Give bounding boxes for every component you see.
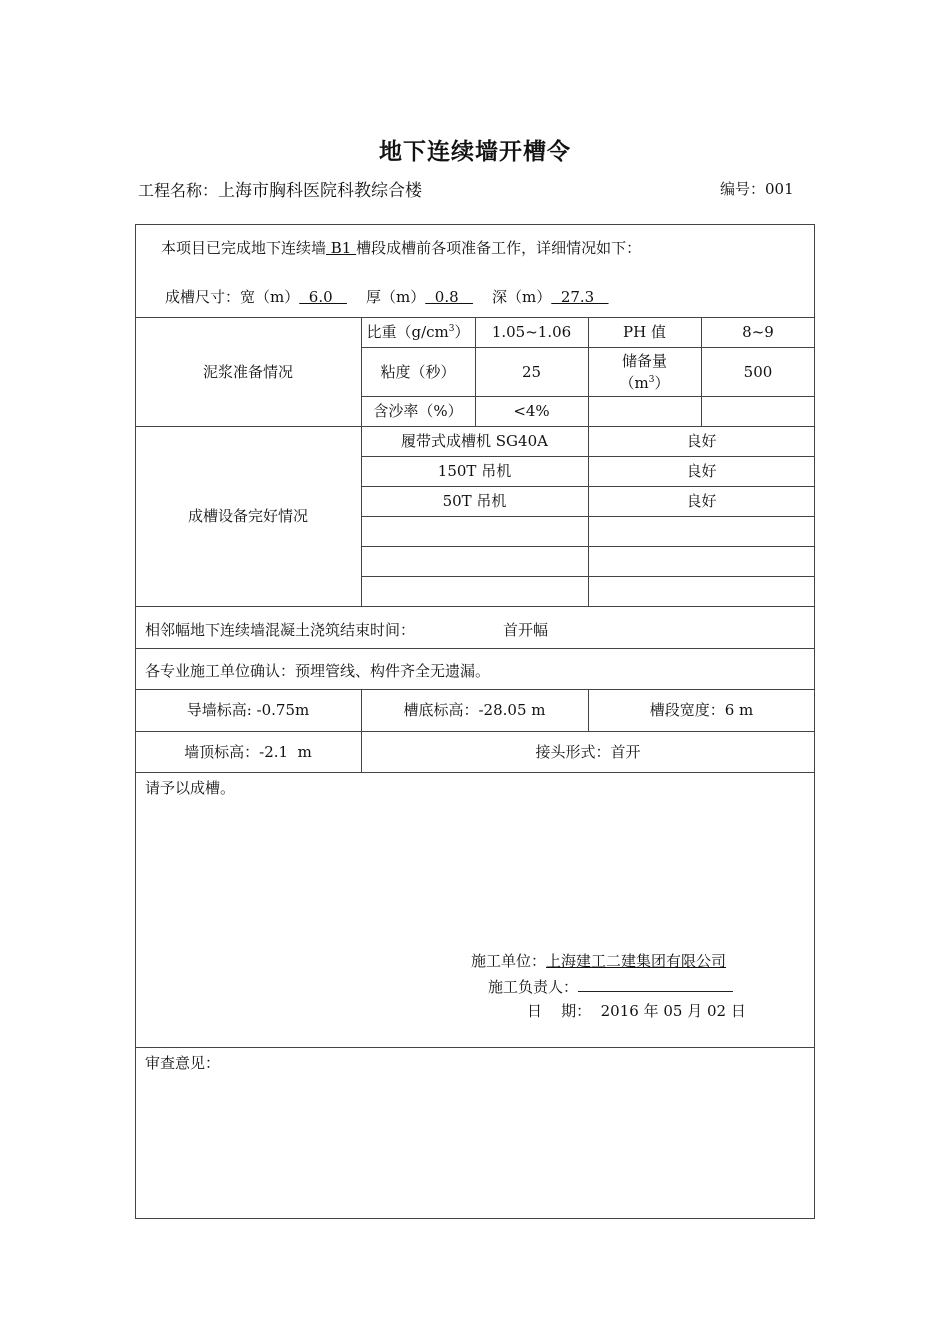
ph-value: 8~9: [742, 323, 774, 341]
confirmation-text: 各专业施工单位确认：预埋管线、构件齐全无遗漏。: [145, 662, 491, 680]
intro-line: [161, 237, 641, 258]
review-label: 审查意见：: [145, 1054, 221, 1072]
segment-width: 槽段宽度：6 m: [649, 701, 754, 719]
sand-label: 含沙率（%）: [373, 402, 463, 420]
row-divider: [135, 1047, 815, 1048]
equipment-status: 良好: [686, 462, 717, 480]
sand-value: <4%: [513, 402, 550, 420]
equipment-status: 良好: [686, 492, 717, 510]
manager-label: 施工负责人：: [488, 978, 579, 996]
equipment-status: [588, 576, 815, 606]
request-text: 请予以成槽。: [145, 779, 236, 797]
row-divider: [135, 772, 815, 773]
adjacent-value: 首开幅: [503, 621, 549, 639]
equipment-status: [588, 516, 815, 546]
wall-top-elevation: 墙顶标高：-2.1 m: [184, 742, 312, 761]
ph-label: PH 值: [623, 323, 666, 341]
project-name-line: [138, 176, 422, 201]
equipment-name: [361, 516, 588, 546]
equipment-name: [361, 546, 588, 576]
guide-wall-elevation: 导墙标高: -0.75m: [186, 701, 310, 719]
serial-label: 编号：: [720, 180, 766, 198]
manager-line: [488, 976, 733, 997]
equipment-name: 150T 吊机: [437, 462, 512, 480]
trench-bottom-elevation: 槽底标高：-28.05 m: [403, 701, 546, 719]
serial-value: 001: [765, 180, 794, 198]
intro-text-after: 槽段成槽前各项准备工作，详细情况如下：: [356, 239, 642, 257]
intro-text-before: 本项目已完成地下连续墙: [161, 239, 327, 257]
date-value: 2016 年 05 月 02 日: [600, 1002, 746, 1020]
document-title: 地下连续墙开槽令: [379, 138, 571, 165]
density-label: 比重$(g/cm^3)$: [366, 323, 470, 341]
date-label: 日 期：: [527, 1002, 592, 1020]
row-divider: [135, 606, 815, 607]
signature-blank: [578, 977, 733, 992]
equipment-section-label: 成槽设备完好情况: [187, 507, 308, 525]
construction-unit-value: 上海建工二建集团有限公司: [546, 952, 727, 970]
slurry-section-label: 泥浆准备情况: [202, 362, 293, 381]
joint-type: 接头形式：首开: [535, 742, 641, 761]
dimensions-label: 成槽尺寸：: [165, 288, 241, 306]
serial-number: [720, 178, 794, 199]
wall-id: B1: [326, 239, 357, 257]
equipment-name: 50T 吊机: [442, 492, 507, 510]
equipment-status: [588, 546, 815, 576]
viscosity-value: 25: [521, 362, 542, 381]
row-divider: [135, 648, 815, 649]
construction-unit-line: [471, 950, 726, 971]
adjacent-label: 相邻幅地下连续墙混凝土浇筑结束时间：: [145, 621, 416, 639]
reserve-value: 500: [743, 362, 773, 381]
reserve-label: 储备量 $(m^3)$: [619, 351, 670, 392]
depth-label: 深（m）: [492, 288, 552, 306]
project-name: 上海市胸科医院科教综合楼: [218, 181, 423, 201]
width-label: 宽（m）: [240, 288, 300, 306]
project-label: 工程名称：: [138, 181, 219, 200]
date-line: [527, 1000, 746, 1021]
thickness-value: 0.8: [425, 288, 473, 306]
equipment-status: 良好: [686, 432, 717, 450]
construction-unit-label: 施工单位：: [471, 952, 547, 970]
equipment-name: 履带式成槽机 SG40A: [401, 432, 548, 450]
viscosity-label: 粘度（秒）: [380, 362, 456, 381]
width-value: 6.0: [299, 288, 347, 306]
equipment-name: [361, 576, 588, 606]
depth-value: 27.3: [551, 288, 609, 306]
dimensions-line: [165, 286, 609, 307]
density-value: 1.05~1.06: [491, 323, 572, 341]
thickness-label: 厚（m）: [366, 288, 426, 306]
